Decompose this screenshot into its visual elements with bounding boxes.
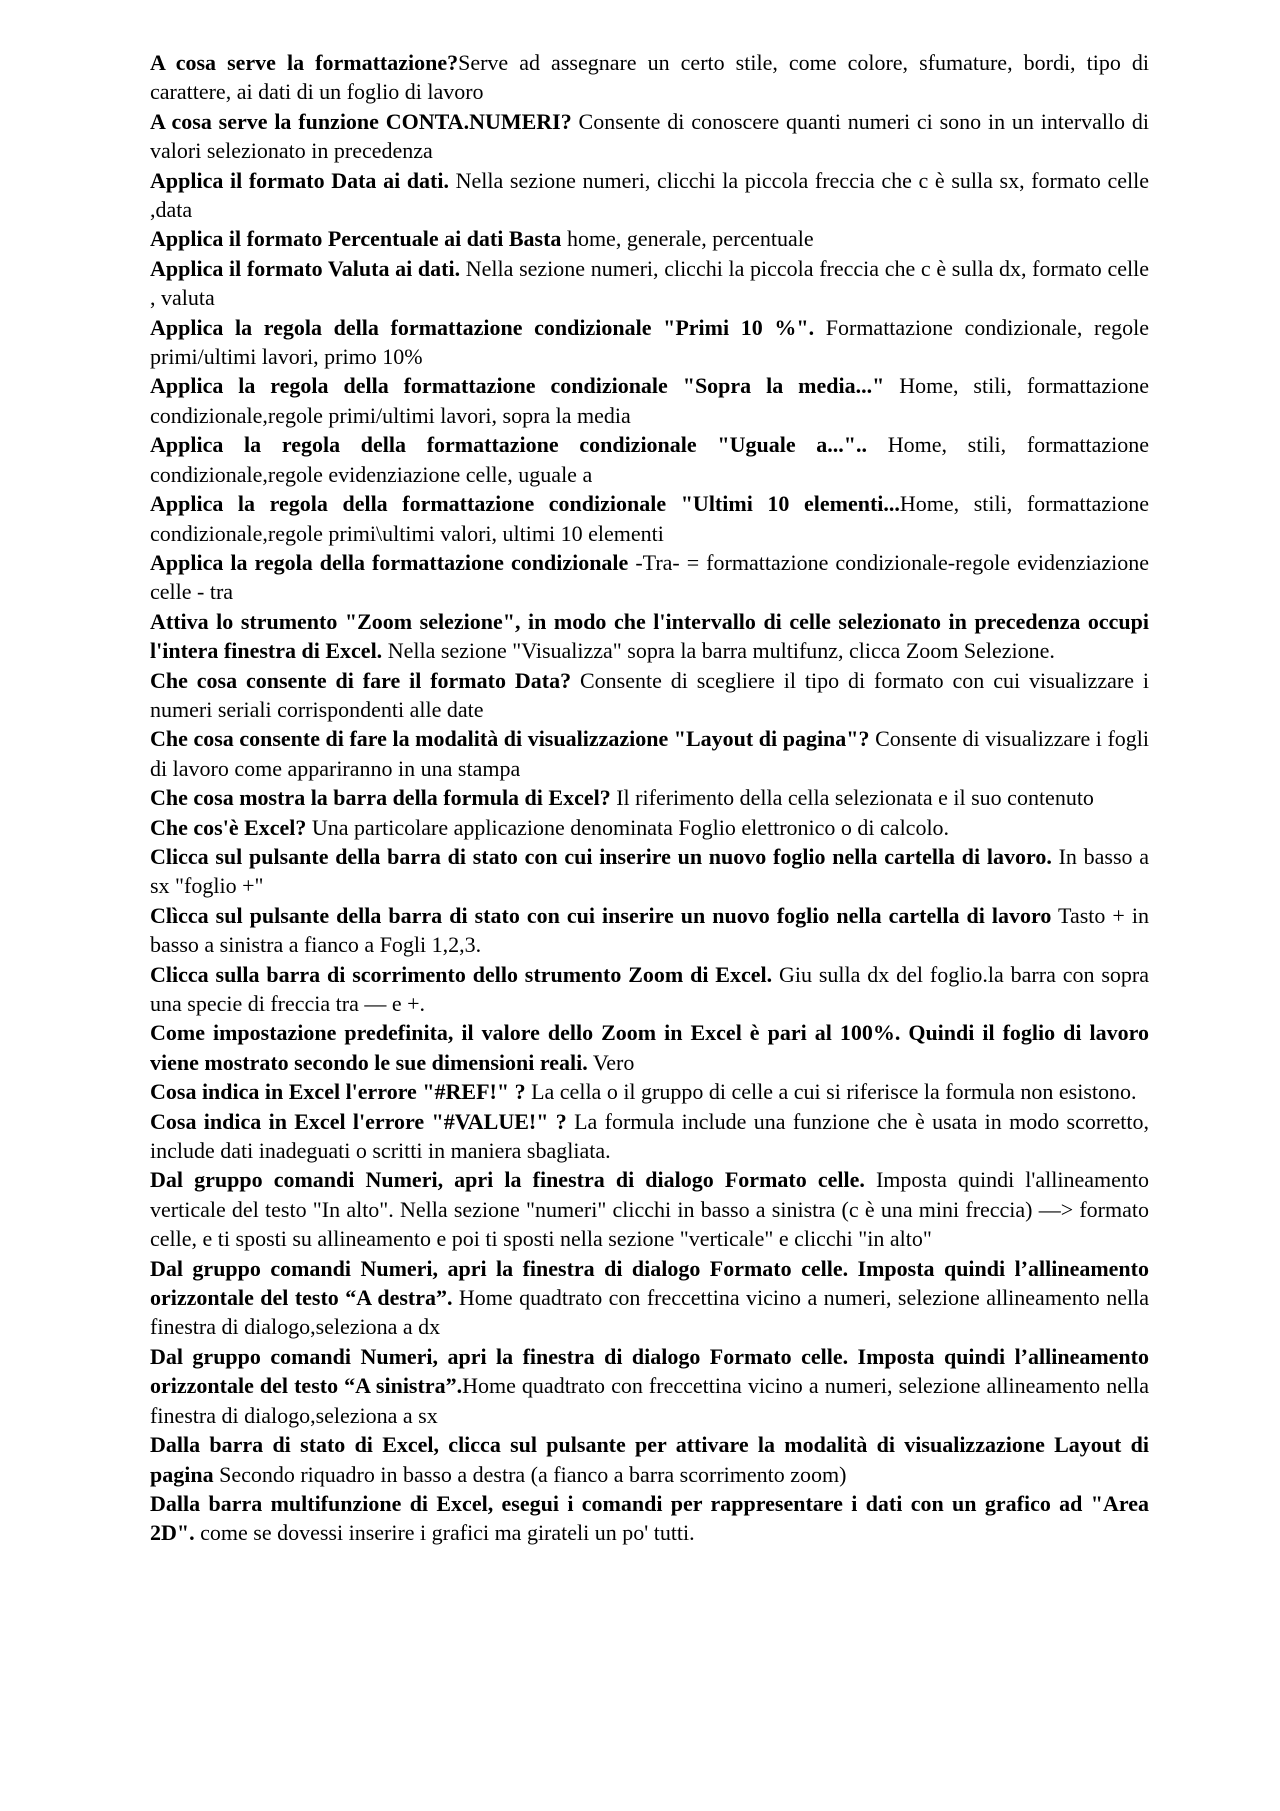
question: Applica la regola della formattazione condizionale "Uguale a...".. — [150, 432, 867, 458]
question: Attiva lo strumento "Zoom selezione", in modo che l'intervallo di celle selezionato in precedenza occupi l'intera finestra di Excel. — [150, 608, 1149, 664]
question: Che cosa consente di fare la modalità di visualizzazione "Layout di pagina"? — [150, 726, 870, 752]
question: Clìcca sul pulsante della barra di stato con cui inserire un nuovo foglio nella cartella di lavoro — [150, 902, 1052, 928]
qa-entry — [150, 48, 1149, 107]
answer: Una particolare applicazione denominata Foglio elettronico o di calcolo. — [306, 814, 950, 840]
qa-entry — [150, 371, 1149, 430]
question: Dalla barra di stato di Excel, clicca sul pulsante per attivare la modalità di visualizzazione Layout di pagina — [150, 1432, 1149, 1487]
question: Che cosa mostra la barra della formula di Excel? — [150, 785, 611, 811]
qa-entry — [150, 1077, 1149, 1106]
qa-entry — [150, 1165, 1149, 1253]
question: Dal gruppo comandi Numeri, apri la finestra di dialogo Formato celle. Imposta quindi l’allineamento orizzontale del testo “A sinistra”. — [150, 1343, 1149, 1399]
qa-entry — [150, 960, 1149, 1019]
qa-entry — [150, 1430, 1149, 1489]
question: Applica la regola della formattazione condizionale — [150, 549, 629, 575]
answer: In basso a sx "foglio +" — [150, 843, 1149, 899]
question: Applica il formato Valuta ai dati. — [150, 255, 461, 281]
answer: La formula include una funzione che è usata in modo scorretto, include dati inadeguati o scritti in maniera sbagliata. — [150, 1108, 1149, 1164]
answer: Nella sezione numeri, clicchi la piccola freccia che c è sulla dx, formato celle , valuta — [150, 255, 1149, 311]
qa-entry — [150, 666, 1149, 725]
question: Applica il formato Percentuale ai dati Basta — [150, 226, 562, 252]
qa-entry — [150, 813, 1149, 842]
question: Applica la regola della formattazione condizionale "Primi 10 %". — [150, 314, 815, 340]
answer: Home, stili, formattazione condizionale,regole evidenziazione celle, uguale a — [150, 432, 1150, 487]
question: Cosa indica in Excel l'errore "#VALUE!" ? — [150, 1108, 567, 1134]
qa-entry — [150, 901, 1149, 960]
question: Dal gruppo comandi Numeri, apri la finestra di dialogo Formato celle. — [150, 1167, 865, 1193]
answer: Vero — [587, 1049, 635, 1075]
question: Come impostazione predefinita, il valore dello Zoom in Excel è pari al 100%. Quindi il foglio di lavoro viene mostrato secondo le sue dimensioni reali. — [150, 1020, 1149, 1075]
answer: Secondo riquadro in basso a destra (a fianco a barra scorrimento zoom) — [213, 1461, 847, 1487]
qa-entry — [150, 842, 1149, 901]
answer: Tasto + in basso a sinistra a fianco a Fogli 1,2,3. — [150, 902, 1149, 958]
qa-entry — [150, 254, 1149, 313]
question: Clicca sulla barra di scorrimento dello strumento Zoom di Excel. — [150, 961, 773, 987]
qa-entry — [150, 489, 1149, 548]
qa-entry — [150, 724, 1149, 783]
question: Dalla barra multifunzione di Excel, esegui i comandi per rappresentare i dati con un grafico ad "Area 2D". — [150, 1490, 1149, 1546]
question: Dal gruppo comandi Numeri, apri la finestra di dialogo Formato celle. Imposta quindi l’allineamento orizzontale del testo “A destra”. — [150, 1255, 1149, 1311]
question: Clicca sul pulsante della barra di stato con cui inserire un nuovo foglio nella cartella di lavoro. — [150, 843, 1052, 869]
answer: Consente di conoscere quanti numeri ci sono in un intervallo di valori selezionato in precedenza — [150, 108, 1149, 164]
answer: Nella sezione numeri, clicchi la piccola freccia che c è sulla sx, formato celle ,data — [150, 167, 1149, 223]
qa-entry — [150, 224, 1149, 253]
answer: Consente di scegliere il tipo di formato con cui visualizzare i numeri seriali corrispondenti alle date — [150, 667, 1150, 722]
question: Cosa indica in Excel l'errore "#REF!" ? — [150, 1079, 526, 1105]
question: Che cos'è Excel? — [150, 814, 307, 840]
answer: Home, stili, formattazione condizionale,regole primi/ultimi lavori, sopra la media — [150, 373, 1149, 428]
qa-entry — [150, 607, 1149, 666]
qa-entry — [150, 1107, 1149, 1166]
qa-entry — [150, 1489, 1149, 1548]
qa-entry — [150, 1018, 1149, 1077]
answer: home, generale, percentuale — [561, 226, 814, 252]
answer: Home, stili, formattazione condizionale,regole primi\ultimi valori, ultimi 10 elementi — [150, 491, 1149, 546]
question: A cosa serve la formattazione? — [150, 50, 459, 75]
answer: Formattazione condizionale, regole primi/ultimi lavori, primo 10% — [150, 314, 1149, 370]
question: Applica la regola della formattazione condizionale "Sopra la media..." — [150, 373, 885, 399]
qa-entry — [150, 107, 1149, 166]
qa-entry — [150, 548, 1149, 607]
answer: La cella o il gruppo di celle a cui si riferisce la formula non esistono. — [525, 1079, 1137, 1105]
question: Applica il formato Data ai dati. — [150, 167, 449, 193]
answer: come se dovessi inserire i grafici ma girateli un po' tutti. — [194, 1520, 695, 1546]
qa-entry — [150, 783, 1149, 812]
question: Che cosa consente di fare il formato Data? — [150, 667, 572, 693]
answer: Nella sezione "Visualizza" sopra la barra multifunz, clicca Zoom Selezione. — [382, 638, 1055, 664]
answer: Imposta quindi l'allineamento verticale del testo "In alto". Nella sezione "numeri" clicchi in basso a sinistra (c è una mini freccia) —> formato celle, e ti sposti su allineamento e poi ti sposti nella sezione "verticale" e clicchi "in alto" — [150, 1167, 1149, 1252]
answer: Home quadtrato con freccettina vicino a numeri, selezione allineamento nella finestra di dialogo,seleziona a dx — [150, 1285, 1149, 1340]
question: A cosa serve la funzione CONTA.NUMERI? — [150, 108, 572, 134]
answer: Home quadtrato con freccettina vicino a numeri, selezione allineamento nella finestra di dialogo,seleziona a sx — [150, 1373, 1149, 1428]
qa-entry — [150, 1342, 1149, 1430]
answer: -Tra- = formattazione condizionale-regole evidenziazione celle - tra — [150, 549, 1149, 605]
qa-entry — [150, 313, 1149, 372]
qa-entry — [150, 430, 1149, 489]
question: Applica la regola della formattazione condizionale "Ultimi 10 elementi... — [150, 491, 900, 517]
qa-list — [150, 48, 1149, 1548]
answer: Il riferimento della cella selezionata e il suo contenuto — [610, 785, 1094, 811]
answer: Giu sulla dx del foglio.la barra con sopra una specie di freccia tra — e +. — [150, 961, 1149, 1016]
answer: Consente di visualizzare i fogli di lavoro come appariranno in una stampa — [150, 726, 1149, 781]
qa-entry — [150, 1254, 1149, 1342]
answer: Serve ad assegnare un certo stile, come colore, sfumature, bordi, tipo di carattere, ai dati di un foglio di lavoro — [150, 50, 1149, 105]
qa-entry — [150, 166, 1149, 225]
